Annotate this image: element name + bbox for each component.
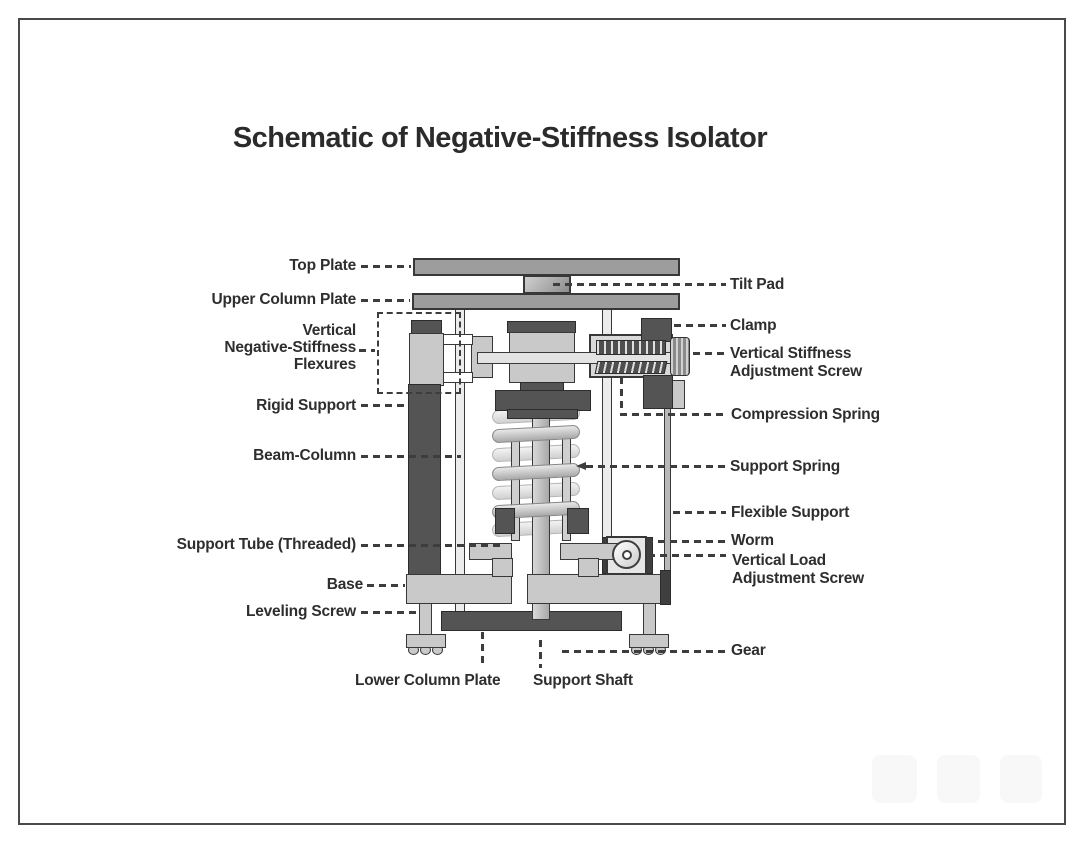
upper-column-plate-shape	[412, 293, 680, 310]
leader-support-spring	[586, 465, 726, 468]
leveling-screw-right-foot	[629, 634, 669, 648]
label-support-shaft: Support Shaft	[533, 672, 633, 689]
leader-worm	[646, 540, 726, 543]
label-lower-column-plate: Lower Column Plate	[355, 672, 501, 689]
label-beam-column: Beam-Column	[253, 447, 356, 464]
leveling-screw-left-stem	[419, 602, 432, 638]
leader-compression-spring-vertical	[620, 377, 623, 415]
base-right-shape	[527, 574, 667, 604]
label-stiffness-screw: Vertical Stiffness Adjustment Screw	[730, 345, 863, 380]
leader-support-spring-pointer	[576, 462, 586, 470]
clamp-shape	[641, 318, 672, 342]
tube-bracket-left-column-shape	[492, 558, 513, 577]
leader-flexures	[359, 349, 375, 352]
spring-cap-bottom-shape	[507, 409, 578, 419]
spring-cap-mid-shape	[495, 390, 591, 411]
page-title: Schematic of Negative-Stiffness Isolator	[232, 122, 768, 154]
clamp-tab-shape	[672, 380, 685, 409]
label-flexible-support: Flexible Support	[731, 504, 850, 521]
leader-rigid-support	[361, 404, 407, 407]
label-top-plate: Top Plate	[289, 257, 356, 274]
leader-gear	[562, 650, 726, 653]
leader-support-tube	[361, 544, 503, 547]
leveling-screw-right-stem	[643, 602, 656, 638]
leader-compression-spring	[620, 413, 726, 416]
leader-top-plate	[361, 265, 411, 268]
watermark-blob	[872, 755, 917, 803]
center-block-lower-shape	[509, 362, 575, 383]
label-rigid-support: Rigid Support	[256, 397, 356, 414]
label-gear: Gear	[731, 642, 766, 659]
label-leveling-screw: Leveling Screw	[245, 603, 356, 620]
stiffness-screw-knob-shape	[670, 337, 690, 376]
leader-tilt-pad	[553, 283, 726, 286]
label-upper-column-plate: Upper Column Plate	[211, 291, 356, 308]
label-clamp: Clamp	[730, 317, 777, 334]
label-tilt-pad: Tilt Pad	[730, 276, 785, 293]
top-plate-shape	[413, 258, 680, 276]
center-block-upper-shape	[509, 332, 575, 353]
leader-lower-column-plate	[481, 632, 484, 668]
label-base: Base	[326, 576, 363, 593]
flexures-dashed-box	[377, 312, 461, 394]
flexible-support-shape	[664, 406, 671, 576]
base-end-bar-shape	[660, 570, 671, 605]
leader-flexible-support	[673, 511, 726, 514]
compression-spring-lower-shape	[595, 361, 668, 374]
leader-beam-column	[361, 455, 461, 458]
tube-bracket-right-column-shape	[578, 558, 599, 577]
leader-support-shaft	[539, 640, 542, 668]
leader-leveling-screw	[361, 611, 419, 614]
worm-inner-circle-shape	[622, 550, 632, 560]
label-flexures: Vertical Negative-Stiffness Flexures	[224, 322, 356, 373]
leader-stiffness-screw	[693, 352, 726, 355]
compression-spring-upper-shape	[596, 340, 666, 355]
watermark-blob	[937, 755, 980, 803]
label-support-tube: Support Tube (Threaded)	[176, 536, 356, 553]
label-worm: Worm	[731, 532, 774, 549]
leader-base	[367, 584, 405, 587]
leader-upper-column-plate	[361, 299, 410, 302]
leveling-screw-left-foot	[406, 634, 446, 648]
watermark-blob	[1000, 755, 1042, 803]
label-support-spring: Support Spring	[730, 458, 840, 475]
leader-load-screw	[648, 554, 726, 557]
label-compression-spring: Compression Spring	[731, 406, 880, 423]
label-load-screw: Vertical Load Adjustment Screw	[732, 552, 865, 587]
clamp-lower-shape	[643, 375, 673, 409]
base-left-shape	[406, 574, 512, 604]
spring-seat-left-shape	[495, 508, 515, 534]
spring-seat-right-shape	[567, 508, 589, 534]
leader-clamp	[674, 324, 726, 327]
